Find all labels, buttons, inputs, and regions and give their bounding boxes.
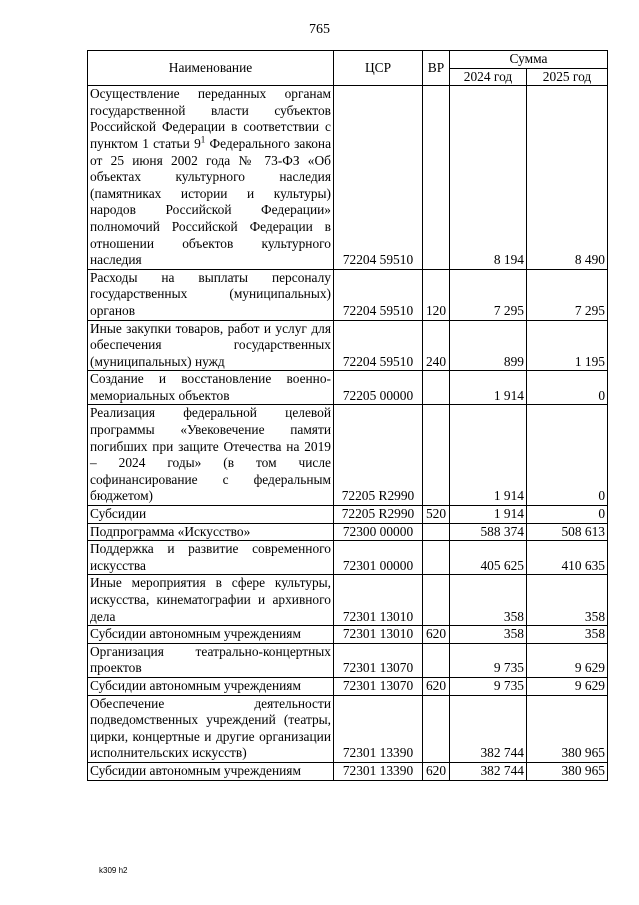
header-year-2024: 2024 год [450,68,527,86]
header-name: Наименование [88,51,334,86]
row-name: Создание и восстановление военно-мемориальных объектов [88,371,334,405]
row-csr: 72301 13390 [334,762,423,780]
row-vr: 620 [423,677,450,695]
row-name: Организация театрально-концертных проектов [88,643,334,677]
row-sum-2025: 8 490 [527,86,608,270]
table-row [88,405,608,506]
table-row [88,269,608,320]
row-sum-2024: 7 295 [450,269,527,320]
row-csr: 72301 00000 [334,541,423,575]
row-name: Осуществление переданных органам государственной власти субъектов Российской Федерации в соответствии с пунктом 1 статьи $9^1$ Федерального закона от 25 июня 2002 года № 73-ФЗ «Об объектах культурного наследия (памятниках истории и культуры) народов Российской Федерации» полномочий Российской Федерации в отношении объектов культурного наследия [88,86,334,270]
row-sum-2024: 1 914 [450,506,527,524]
row-vr: 520 [423,506,450,524]
table-row [88,541,608,575]
row-csr: 72301 13010 [334,575,423,626]
table-row [88,762,608,780]
row-csr: 72301 13070 [334,677,423,695]
table-row [88,626,608,644]
row-sum-2025: 1 195 [527,320,608,371]
row-sum-2024: 382 744 [450,762,527,780]
row-sum-2025: 380 965 [527,695,608,762]
row-sum-2025: 7 295 [527,269,608,320]
row-name: Поддержка и развитие современного искусства [88,541,334,575]
row-sum-2024: 9 735 [450,643,527,677]
row-name: Расходы на выплаты персоналу государственных (муниципальных) органов [88,269,334,320]
row-sum-2024: 1 914 [450,405,527,506]
row-vr [423,405,450,506]
table-row [88,695,608,762]
row-sum-2025: 0 [527,506,608,524]
row-name: Субсидии автономным учреждениям [88,762,334,780]
row-sum-2024: 899 [450,320,527,371]
row-sum-2024: 588 374 [450,523,527,541]
row-name: Обеспечение деятельности подведомственных учреждений (театры, цирки, концертные и другие организации исполнительских искусств) [88,695,334,762]
row-vr: 620 [423,626,450,644]
row-csr: 72204 59510 [334,269,423,320]
row-sum-2024: 8 194 [450,86,527,270]
table-row [88,506,608,524]
row-sum-2024: 382 744 [450,695,527,762]
row-vr [423,371,450,405]
row-name: Подпрограмма «Искусство» [88,523,334,541]
row-name: Реализация федеральной целевой программы «Увековечение памяти погибших при защите Отечества на 2019 – 2024 годы» (в том числе софинансирование с федеральным бюджетом) [88,405,334,506]
header-vr: ВР [423,51,450,86]
row-sum-2025: 508 613 [527,523,608,541]
row-csr: 72301 13010 [334,626,423,644]
row-vr [423,541,450,575]
row-vr [423,643,450,677]
footer-code: k309 h2 [99,866,128,875]
header-sum: Сумма [450,51,608,69]
row-vr [423,523,450,541]
row-vr: 620 [423,762,450,780]
row-sum-2025: 410 635 [527,541,608,575]
row-name: Субсидии [88,506,334,524]
row-sum-2024: 358 [450,626,527,644]
row-csr: 72205 R2990 [334,405,423,506]
row-csr: 72301 13070 [334,643,423,677]
table-row [88,677,608,695]
row-csr: 72301 13390 [334,695,423,762]
row-csr: 72205 R2990 [334,506,423,524]
row-csr: 72300 00000 [334,523,423,541]
table-row [88,643,608,677]
row-sum-2025: 358 [527,626,608,644]
row-sum-2025: 0 [527,405,608,506]
budget-table [87,50,608,781]
row-csr: 72205 00000 [334,371,423,405]
row-vr [423,575,450,626]
row-name: Иные мероприятия в сфере культуры, искусства, кинематографии и архивного дела [88,575,334,626]
row-csr: 72204 59510 [334,320,423,371]
table-row [88,371,608,405]
row-sum-2025: 0 [527,371,608,405]
header-csr: ЦСР [334,51,423,86]
row-csr: 72204 59510 [334,86,423,270]
row-vr [423,86,450,270]
row-name: Субсидии автономным учреждениям [88,677,334,695]
row-sum-2024: 358 [450,575,527,626]
row-sum-2024: 9 735 [450,677,527,695]
page-number: 765 [309,22,330,37]
table-row [88,523,608,541]
row-name: Субсидии автономным учреждениям [88,626,334,644]
table-row [88,86,608,270]
row-sum-2025: 358 [527,575,608,626]
row-vr [423,695,450,762]
row-sum-2025: 9 629 [527,643,608,677]
row-vr: 240 [423,320,450,371]
superscript: 1 [200,134,206,145]
row-name: Иные закупки товаров, работ и услуг для обеспечения государственных (муниципальных) нужд [88,320,334,371]
table-row [88,320,608,371]
row-sum-2024: 405 625 [450,541,527,575]
table-row [88,575,608,626]
header-year-2025: 2025 год [527,68,608,86]
row-sum-2024: 1 914 [450,371,527,405]
row-sum-2025: 9 629 [527,677,608,695]
row-sum-2025: 380 965 [527,762,608,780]
row-vr: 120 [423,269,450,320]
